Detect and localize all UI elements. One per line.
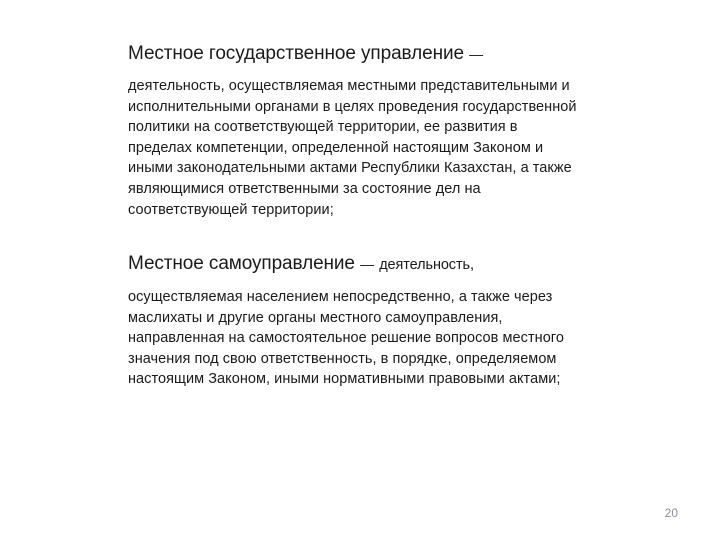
definition-state-management: [128, 42, 648, 220]
body-line: политики на соответствующей территории, ее развития в: [128, 119, 518, 136]
page-number: 20: [664, 506, 678, 520]
body-line: исполнительными органами в целях проведения государственной: [128, 98, 577, 115]
body-line: являющимися ответственными за состояние дел на: [128, 180, 481, 197]
definition-self-government: [128, 252, 648, 390]
body-line: пределах компетенции, определенной настоящим Законом и: [128, 139, 544, 156]
body-line: маслихаты и другие органы местного самоуправления,: [128, 309, 503, 326]
body-line: иными законодательными актами Республики Казахстан, а также: [128, 160, 572, 177]
definition-body: [128, 287, 648, 390]
term-title: Местное самоуправление: [128, 253, 355, 274]
body-line: осуществляемая населением непосредственно, а также через: [128, 289, 553, 305]
body-line: направленная на самостоятельное решение вопросов местного: [128, 330, 564, 347]
term-dash: —: [360, 256, 374, 272]
term-dash: —: [469, 46, 484, 62]
body-line: соответствующей территории;: [128, 201, 334, 218]
term-title: Местное государственное управление: [128, 43, 464, 64]
body-line: значения под свою ответственность, в порядке, определяемом: [128, 350, 557, 367]
term-line: [128, 252, 648, 277]
body-line: настоящим Законом, иными нормативными правовыми актами;: [128, 371, 561, 388]
body-line: деятельность, осуществляемая местными представительными и: [128, 78, 570, 94]
term-tail: деятельность,: [379, 257, 474, 273]
term-line: [128, 42, 648, 66]
definition-body: [128, 76, 648, 220]
